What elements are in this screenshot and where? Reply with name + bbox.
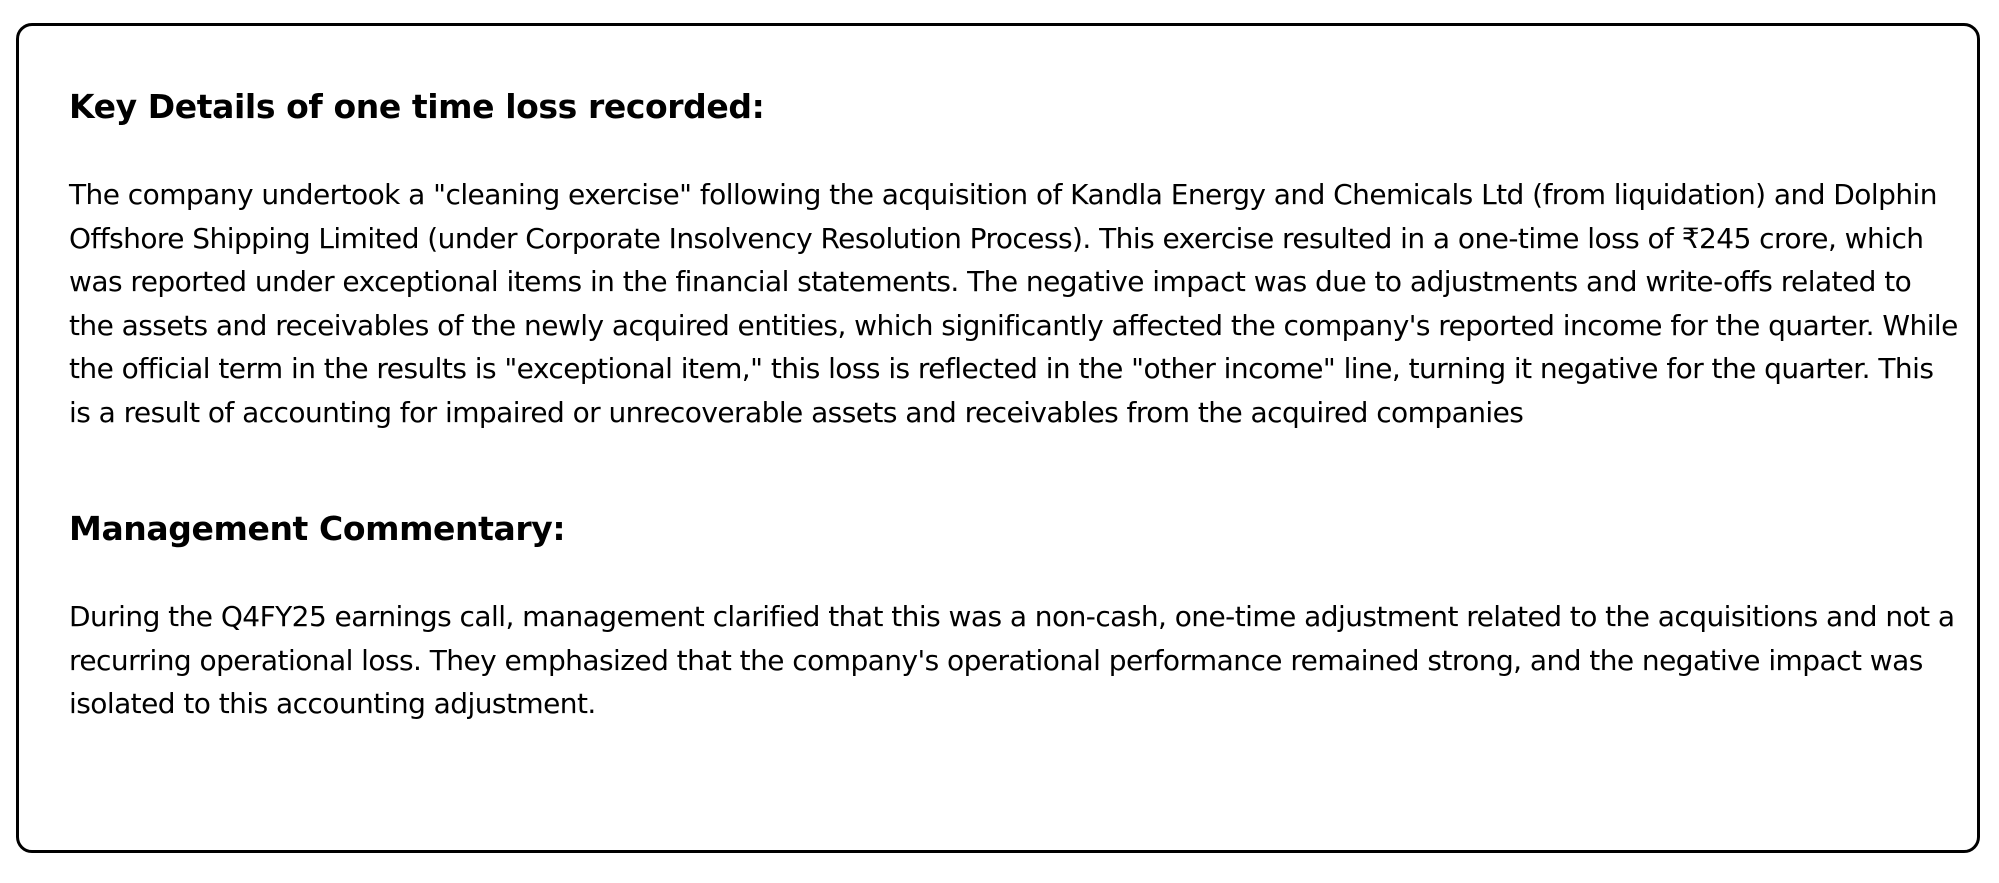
section-body-one-time-loss: The company undertook a "cleaning exercise" following the acquisition of Kandla Energy and Chemicals Ltd (from liquidation) and Dolphin Offshore Shipping Limited (under Corporate Insolvency Resolution Process). This exercise resulted in a one-time loss of ₹245 crore, which was reported under exceptional items in the financial statements. The negative impact was due to adjustments and write-offs related to the assets and receivables of the newly acquired entities, which significantly affected the company's reported income for the quarter. While the official term in the results is "exceptional item," this loss is reflected in the "other income" line, turning it negative for the quarter. This is a result of accounting for impaired or unrecoverable assets and receivables from the acquired companies	[69, 178, 1958, 429]
section-heading-one-time-loss: Key Details of one time loss recorded:	[69, 87, 765, 126]
content-card	[16, 23, 1980, 853]
card-content	[69, 86, 1959, 726]
section-heading-management-commentary: Management Commentary:	[69, 509, 566, 548]
section-body-management-commentary: During the Q4FY25 earnings call, management clarified that this was a non-cash, one-time adjustment related to the acquisitions and not a recurring operational loss. They emphasized that the company's operational performance remained strong, and the negative impact was isolated to this accounting adjustment.	[69, 600, 1955, 720]
